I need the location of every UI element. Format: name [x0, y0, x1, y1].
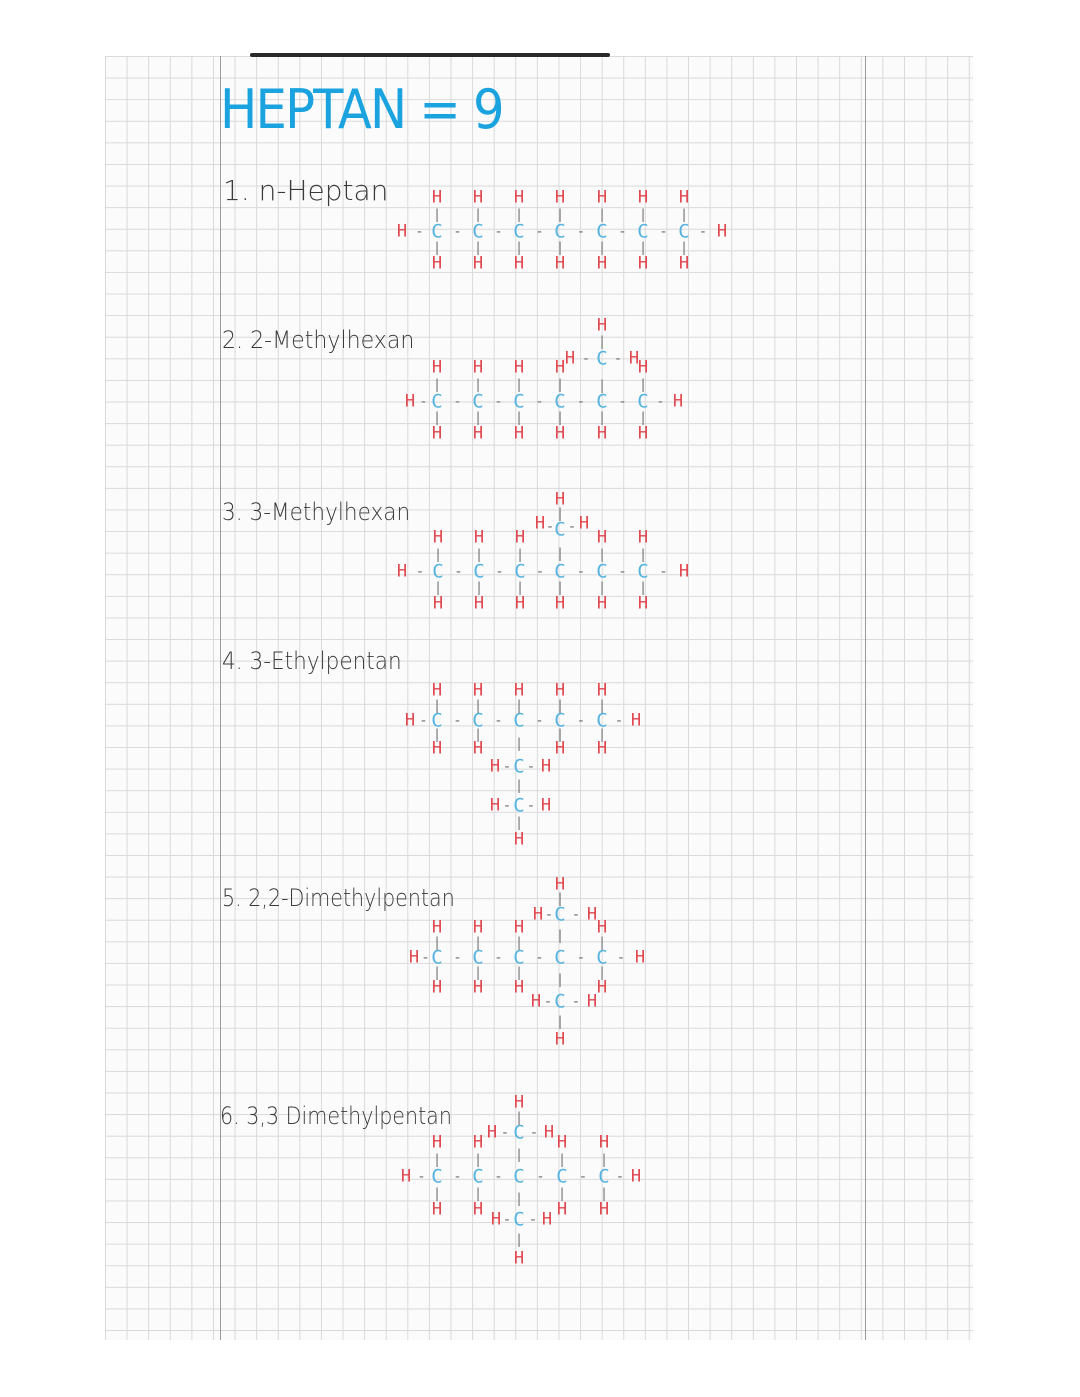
hydrogen-atom: H [596, 917, 608, 938]
vertical-bond: | [515, 207, 523, 223]
vertical-bond: | [433, 698, 441, 714]
vertical-bond: | [515, 778, 523, 794]
vertical-bond: | [433, 1186, 441, 1201]
carbon-atom: C [513, 390, 525, 413]
hydrogen-atom: H [431, 1132, 443, 1153]
single-bond: - [613, 351, 623, 367]
hydrogen-atom: H [404, 710, 416, 731]
carbon-atom: C [596, 220, 608, 243]
single-bond: - [526, 759, 536, 775]
carbon-atom: C [554, 220, 566, 243]
carbon-atom: C [472, 1165, 484, 1188]
vertical-bond: | [475, 580, 483, 596]
vertical-bond: | [433, 965, 441, 981]
single-bond: - [578, 1169, 588, 1185]
hydrogen-atom: H [534, 513, 546, 534]
carbon-atom: C [472, 390, 484, 413]
hydrogen-atom: H [472, 357, 484, 378]
hydrogen-atom: H [513, 187, 525, 208]
carbon-atom: C [513, 1121, 525, 1144]
hydrogen-atom: H [554, 593, 566, 614]
vertical-bond: | [600, 1152, 608, 1168]
single-bond: - [656, 394, 665, 410]
vertical-bond: | [515, 1232, 523, 1248]
hydrogen-atom: H [678, 253, 690, 274]
single-bond: - [494, 950, 503, 966]
hydrogen-atom: H [431, 977, 443, 998]
hydrogen-atom: H [556, 1132, 568, 1153]
single-bond: - [419, 394, 428, 410]
vertical-bond: | [680, 207, 688, 223]
single-bond: - [421, 950, 430, 966]
carbon-atom: C [514, 560, 526, 583]
hydrogen-atom: H [489, 756, 501, 777]
vertical-bond: | [433, 935, 441, 951]
hydrogen-atom: H [396, 561, 408, 582]
hydrogen-atom: H [578, 513, 590, 534]
hydrogen-atom: H [630, 1166, 642, 1187]
carbon-atom: C [431, 390, 443, 413]
vertical-bond: | [556, 580, 564, 596]
single-bond: - [494, 394, 503, 410]
hydrogen-atom: H [554, 423, 566, 444]
hydrogen-atom: H [554, 489, 566, 510]
margin-line-left [220, 56, 221, 1340]
hydrogen-atom: H [513, 1092, 525, 1113]
vertical-bond: | [639, 580, 647, 596]
carbon-atom: C [554, 990, 566, 1013]
single-bond: - [502, 759, 512, 775]
vertical-bond: | [556, 1014, 564, 1030]
single-bond: - [535, 564, 545, 580]
vertical-bond: | [474, 207, 482, 223]
hydrogen-atom: H [678, 187, 690, 208]
paper-edge-shadow [250, 53, 610, 57]
carbon-atom: C [513, 709, 525, 732]
carbon-atom: C [473, 560, 485, 583]
vertical-bond: | [433, 727, 441, 743]
vertical-bond: | [516, 580, 524, 596]
isomer-1-label: 1. n-Heptan [223, 174, 389, 207]
carbon-atom: C [596, 709, 608, 732]
vertical-bond: | [558, 1152, 566, 1168]
single-bond: - [576, 713, 586, 729]
vertical-bond: | [598, 240, 606, 256]
hydrogen-atom: H [596, 977, 608, 998]
vertical-bond: | [556, 698, 564, 714]
hydrogen-atom: H [490, 1209, 502, 1230]
hydrogen-atom: H [489, 795, 501, 816]
vertical-bond: | [600, 1186, 608, 1201]
vertical-bond: | [516, 547, 524, 563]
vertical-bond: | [515, 935, 523, 951]
hydrogen-atom: H [431, 357, 443, 378]
vertical-bond: | [515, 240, 523, 256]
hydrogen-atom: H [596, 423, 608, 444]
vertical-bond: | [680, 240, 688, 256]
vertical-bond: | [556, 506, 564, 522]
hydrogen-atom: H [598, 1132, 610, 1153]
hydrogen-atom: H [472, 738, 484, 759]
single-bond: - [536, 1169, 545, 1185]
hydrogen-atom: H [431, 423, 443, 444]
isomer-3-label: 3. 3-Methylhexan [222, 498, 411, 526]
hydrogen-atom: H [472, 253, 484, 274]
carbon-atom: C [554, 946, 566, 969]
vertical-bond: | [639, 410, 647, 426]
single-bond: - [618, 224, 627, 240]
single-bond: - [659, 564, 668, 580]
hydrogen-atom: H [473, 593, 485, 614]
hydrogen-atom: H [541, 1209, 553, 1230]
single-bond: - [618, 394, 627, 410]
carbon-atom: C [431, 220, 443, 243]
carbon-atom: C [554, 560, 566, 583]
carbon-atom: C [596, 390, 608, 413]
vertical-bond: | [598, 334, 606, 350]
single-bond: - [544, 907, 554, 923]
hydrogen-atom: H [431, 1199, 443, 1220]
hydrogen-atom: H [532, 904, 544, 925]
single-bond: - [576, 564, 586, 580]
hydrogen-atom: H [554, 738, 566, 759]
single-bond: - [571, 907, 581, 923]
carbon-atom: C [432, 560, 444, 583]
single-bond: - [494, 713, 503, 729]
hydrogen-atom: H [554, 874, 566, 895]
single-bond: - [453, 1169, 462, 1185]
hydrogen-atom: H [513, 680, 525, 701]
hydrogen-atom: H [513, 917, 525, 938]
vertical-bond: | [433, 377, 441, 393]
hydrogen-atom: H [408, 947, 420, 968]
single-bond: - [419, 713, 428, 729]
carbon-atom: C [637, 390, 649, 413]
vertical-bond: | [433, 1152, 441, 1168]
vertical-bond: | [434, 547, 442, 563]
hydrogen-atom: H [530, 991, 542, 1012]
hydrogen-atom: H [564, 348, 576, 369]
hydrogen-atom: H [431, 253, 443, 274]
hydrogen-atom: H [514, 593, 526, 614]
vertical-bond: | [474, 935, 482, 951]
single-bond: - [614, 713, 624, 729]
single-bond: - [529, 1125, 539, 1141]
single-bond: - [618, 564, 627, 580]
single-bond: - [581, 351, 591, 367]
single-bond: - [415, 564, 425, 580]
hydrogen-atom: H [596, 187, 608, 208]
hydrogen-atom: H [596, 738, 608, 759]
carbon-atom: C [472, 220, 484, 243]
hydrogen-atom: H [472, 977, 484, 998]
single-bond: - [576, 394, 586, 410]
vertical-bond: | [433, 240, 441, 256]
hydrogen-atom: H [672, 391, 684, 412]
single-bond: - [616, 950, 626, 966]
single-bond: - [535, 713, 544, 729]
vertical-bond: | [515, 736, 523, 752]
vertical-bond: | [474, 698, 482, 714]
carbon-atom: C [431, 1165, 443, 1188]
carbon-atom: C [513, 1208, 525, 1231]
hydrogen-atom: H [716, 221, 728, 242]
hydrogen-atom: H [431, 917, 443, 938]
grid-paper [105, 56, 973, 1340]
hydrogen-atom: H [596, 315, 608, 336]
single-bond: - [526, 798, 536, 814]
hydrogen-atom: H [472, 680, 484, 701]
hydrogen-atom: H [637, 357, 649, 378]
carbon-atom: C [513, 1165, 525, 1188]
vertical-bond: | [515, 410, 523, 426]
vertical-bond: | [556, 207, 564, 223]
vertical-bond: | [434, 580, 442, 596]
vertical-bond: | [598, 698, 606, 714]
hydrogen-atom: H [486, 1122, 498, 1143]
hydrogen-atom: H [431, 738, 443, 759]
hydrogen-atom: H [543, 1122, 555, 1143]
hydrogen-atom: H [472, 917, 484, 938]
single-bond: - [535, 394, 544, 410]
vertical-bond: | [556, 891, 564, 907]
vertical-bond: | [556, 727, 564, 743]
page-title: HEPTAN = 9 [220, 78, 503, 141]
vertical-bond: | [598, 378, 606, 394]
hydrogen-atom: H [396, 221, 408, 242]
carbon-atom: C [554, 709, 566, 732]
hydrogen-atom: H [472, 423, 484, 444]
carbon-atom: C [431, 946, 443, 969]
carbon-atom: C [554, 390, 566, 413]
carbon-atom: C [556, 1165, 568, 1188]
carbon-atom: C [554, 903, 566, 926]
single-bond: - [576, 224, 586, 240]
vertical-bond: | [474, 377, 482, 393]
hydrogen-atom: H [432, 527, 444, 548]
isomer-5-label: 5. 2,2-Dimethylpentan [222, 884, 455, 912]
hydrogen-atom: H [586, 904, 598, 925]
carbon-atom: C [513, 946, 525, 969]
vertical-bond: | [556, 972, 564, 988]
carbon-atom: C [513, 794, 525, 817]
single-bond: - [495, 564, 504, 580]
carbon-atom: C [472, 946, 484, 969]
hydrogen-atom: H [596, 253, 608, 274]
single-bond: - [502, 798, 512, 814]
single-bond: - [502, 1212, 512, 1228]
hydrogen-atom: H [554, 187, 566, 208]
hydrogen-atom: H [556, 1199, 568, 1220]
carbon-atom: C [598, 1165, 610, 1188]
vertical-bond: | [556, 240, 564, 256]
vertical-bond: | [598, 207, 606, 223]
vertical-bond: | [433, 207, 441, 223]
hydrogen-atom: H [554, 253, 566, 274]
carbon-atom: C [431, 709, 443, 732]
vertical-bond: | [515, 1191, 523, 1207]
vertical-bond: | [515, 377, 523, 393]
hydrogen-atom: H [400, 1166, 412, 1187]
hydrogen-atom: H [637, 593, 649, 614]
single-bond: - [453, 224, 462, 240]
vertical-bond: | [598, 547, 606, 563]
single-bond: - [415, 224, 424, 240]
hydrogen-atom: H [630, 710, 642, 731]
hydrogen-atom: H [598, 1199, 610, 1220]
vertical-bond: | [598, 727, 606, 743]
margin-line-right [865, 56, 866, 1340]
vertical-bond: | [515, 698, 523, 714]
vertical-bond: | [433, 410, 441, 426]
single-bond: - [571, 994, 581, 1010]
carbon-atom: C [596, 946, 608, 969]
single-bond: - [698, 224, 708, 240]
carbon-atom: C [637, 560, 649, 583]
single-bond: - [528, 1212, 538, 1228]
carbon-atom: C [596, 560, 608, 583]
single-bond: - [494, 224, 503, 240]
carbon-atom: C [637, 220, 649, 243]
vertical-bond: | [515, 1110, 523, 1126]
single-bond: - [453, 713, 462, 729]
hydrogen-atom: H [637, 187, 649, 208]
carbon-atom: C [513, 220, 525, 243]
hydrogen-atom: H [514, 527, 526, 548]
hydrogen-atom: H [596, 527, 608, 548]
hydrogen-atom: H [513, 829, 525, 850]
vertical-bond: | [515, 815, 523, 831]
hydrogen-atom: H [540, 756, 552, 777]
hydrogen-atom: H [404, 391, 416, 412]
hydrogen-atom: H [513, 977, 525, 998]
hydrogen-atom: H [432, 593, 444, 614]
vertical-bond: | [515, 965, 523, 981]
hydrogen-atom: H [637, 527, 649, 548]
single-bond: - [543, 994, 553, 1010]
vertical-bond: | [474, 1152, 482, 1168]
vertical-bond: | [556, 546, 564, 562]
hydrogen-atom: H [637, 253, 649, 274]
vertical-bond: | [474, 965, 482, 981]
hydrogen-atom: H [634, 947, 646, 968]
carbon-atom: C [678, 220, 690, 243]
hydrogen-atom: H [628, 348, 640, 369]
single-bond: - [567, 519, 577, 535]
hydrogen-atom: H [472, 1132, 484, 1153]
hydrogen-atom: H [637, 423, 649, 444]
vertical-bond: | [639, 207, 647, 223]
single-bond: - [535, 950, 544, 966]
vertical-bond: | [639, 547, 647, 563]
single-bond: - [545, 519, 555, 535]
vertical-bond: | [598, 410, 606, 426]
carbon-atom: C [472, 709, 484, 732]
vertical-bond: | [639, 377, 647, 393]
hydrogen-atom: H [554, 1029, 566, 1050]
hydrogen-atom: H [554, 357, 566, 378]
isomer-2-label: 2. 2-Methylhexan [222, 326, 415, 354]
hydrogen-atom: H [513, 357, 525, 378]
carbon-atom: C [596, 347, 608, 370]
hydrogen-atom: H [678, 561, 690, 582]
single-bond: - [453, 394, 462, 410]
hydrogen-atom: H [513, 423, 525, 444]
hydrogen-atom: H [472, 1199, 484, 1220]
single-bond: - [659, 224, 668, 240]
hydrogen-atom: H [473, 527, 485, 548]
single-bond: - [576, 950, 586, 966]
vertical-bond: | [556, 377, 564, 393]
vertical-bond: | [639, 240, 647, 256]
hydrogen-atom: H [472, 187, 484, 208]
vertical-bond: | [474, 727, 482, 743]
single-bond: - [535, 224, 544, 240]
hydrogen-atom: H [540, 795, 552, 816]
hydrogen-atom: H [596, 593, 608, 614]
vertical-bond: | [474, 240, 482, 256]
vertical-bond: | [556, 928, 564, 944]
hydrogen-atom: H [513, 253, 525, 274]
hydrogen-atom: H [431, 187, 443, 208]
hydrogen-atom: H [586, 991, 598, 1012]
vertical-bond: | [598, 965, 606, 981]
single-bond: - [494, 1169, 503, 1185]
isomer-4-label: 4. 3-Ethylpentan [222, 647, 402, 675]
hydrogen-atom: H [596, 680, 608, 701]
single-bond: - [417, 1169, 426, 1185]
vertical-bond: | [474, 410, 482, 426]
vertical-bond: | [475, 547, 483, 563]
single-bond: - [615, 1169, 625, 1185]
vertical-bond: | [515, 1147, 523, 1163]
vertical-bond: | [556, 410, 564, 426]
vertical-bond: | [474, 1186, 482, 1201]
single-bond: - [500, 1125, 510, 1141]
single-bond: - [454, 564, 463, 580]
hydrogen-atom: H [554, 680, 566, 701]
vertical-bond: | [598, 935, 606, 951]
hydrogen-atom: H [513, 1248, 525, 1269]
carbon-atom: C [554, 518, 566, 541]
single-bond: - [453, 950, 462, 966]
vertical-bond: | [558, 1186, 566, 1201]
hydrogen-atom: H [431, 680, 443, 701]
vertical-bond: | [598, 580, 606, 596]
isomer-6-label: 6. 3,3 Dimethylpentan [220, 1102, 452, 1130]
carbon-atom: C [513, 755, 525, 778]
